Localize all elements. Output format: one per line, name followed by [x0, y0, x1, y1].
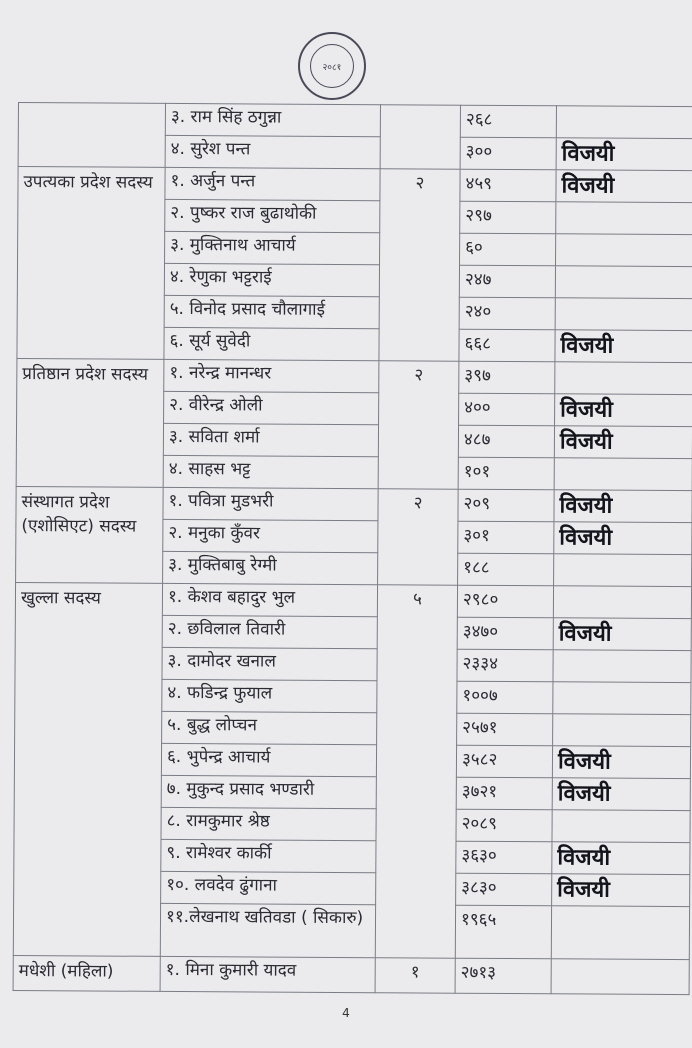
vote-count: ४५९ — [460, 169, 556, 202]
result-cell — [555, 298, 692, 331]
candidate-name: १. नरेन्द्र मानन्धर — [164, 359, 379, 392]
category-cell: प्रतिष्ठान प्रदेश सदस्य — [16, 358, 164, 487]
seats-cell: २ — [378, 489, 459, 585]
result-cell: विजयी — [552, 746, 690, 779]
result-cell — [556, 106, 692, 139]
result-cell: विजयी — [554, 522, 692, 555]
candidate-name: ४. सुरेश पन्त — [165, 135, 380, 168]
page-number: 4 — [342, 1006, 350, 1020]
result-cell: विजयी — [552, 874, 690, 907]
vote-count: २७१३ — [455, 958, 551, 994]
candidate-name: २. छविलाल तिवारी — [162, 615, 377, 648]
candidate-name: ११.लेखनाथ खतिवडा ( सिकारु) — [160, 903, 375, 957]
vote-count: २३३४ — [457, 649, 553, 682]
seats-cell — [380, 105, 460, 169]
result-cell — [554, 554, 692, 587]
candidate-name: ५. विनोद प्रसाद चौलागाई — [164, 295, 379, 328]
result-cell: विजयी — [556, 138, 692, 171]
candidate-name: ८. रामकुमार श्रेष्ठ — [161, 807, 376, 840]
result-cell: विजयी — [555, 330, 692, 363]
result-cell — [554, 458, 692, 491]
candidate-name: २. वीरेन्द्र ओली — [164, 391, 379, 424]
candidate-name: ४. रेणुका भट्टराई — [164, 263, 379, 296]
candidate-name: ४. साहस भट्ट — [163, 455, 378, 488]
vote-count: १०१ — [458, 457, 554, 490]
result-cell: विजयी — [554, 426, 692, 459]
vote-count: ३८३० — [456, 873, 552, 906]
vote-count: २४७ — [459, 265, 555, 298]
candidate-name: १. केशव बहादुर भुल — [162, 583, 377, 616]
vote-count: ३७२१ — [456, 777, 552, 810]
result-cell — [556, 202, 692, 235]
vote-count: २०९ — [458, 489, 554, 522]
results-sheet — [13, 102, 692, 995]
vote-count: २०८९ — [456, 809, 552, 842]
vote-count: ३४७० — [457, 617, 553, 650]
result-cell — [553, 682, 691, 715]
candidate-name: १. पवित्रा मुडभरी — [163, 487, 378, 520]
candidate-name: ६. सूर्य सुवेदी — [164, 327, 379, 360]
table-row — [16, 486, 692, 522]
candidate-name: २. मनुका कुँवर — [163, 519, 378, 552]
candidate-name: ६. भुपेन्द्र आचार्य — [161, 743, 376, 776]
result-cell — [555, 266, 692, 299]
result-cell: विजयी — [552, 842, 690, 875]
vote-count: २९७ — [460, 201, 556, 234]
result-cell: विजयी — [553, 618, 691, 651]
result-cell: विजयी — [556, 170, 692, 203]
result-cell — [553, 586, 691, 619]
seats-cell: २ — [379, 169, 460, 361]
candidate-name: ९. रामेश्वर कार्की — [161, 839, 376, 872]
vote-count: ६० — [460, 233, 556, 266]
result-cell: विजयी — [552, 778, 690, 811]
table-row — [13, 955, 689, 994]
table-row — [18, 167, 692, 203]
category-cell — [18, 103, 165, 168]
candidate-name: ४. फडिन्द्र फुयाल — [162, 679, 377, 712]
candidate-name: १. अर्जुन पन्त — [165, 167, 380, 200]
result-cell — [551, 959, 689, 995]
vote-count: ४०० — [459, 393, 555, 426]
vote-count: १००७ — [457, 681, 553, 714]
result-cell — [556, 234, 692, 267]
category-cell: मधेशी (महिला) — [13, 955, 160, 991]
vote-count: ३०१ — [458, 521, 554, 554]
table-row — [15, 582, 691, 618]
seats-cell: १ — [375, 958, 455, 993]
candidate-name: १. मिना कुमारी यादव — [160, 956, 375, 992]
vote-count: ६६८ — [459, 329, 555, 362]
candidate-name: २. पुष्कर राज बुढाथोकी — [165, 199, 380, 232]
category-cell: उपत्यका प्रदेश सदस्य — [17, 167, 165, 360]
vote-count: २६८ — [460, 105, 556, 138]
vote-count: ३९७ — [459, 361, 555, 394]
category-cell: खुल्ला सदस्य — [13, 582, 162, 956]
result-cell: विजयी — [555, 394, 692, 427]
result-cell — [555, 362, 692, 395]
vote-count: ३५८२ — [456, 745, 552, 778]
result-cell — [551, 906, 689, 960]
candidate-name: १०. लवदेव ढुंगाना — [161, 871, 376, 904]
seats-cell: २ — [378, 361, 459, 489]
vote-count: २४० — [459, 297, 555, 330]
table-row — [18, 103, 692, 139]
seal-year: २०८१ — [310, 44, 354, 88]
candidate-name: ३. मुक्तिनाथ आचार्य — [165, 231, 380, 264]
vote-count: १९६५ — [455, 905, 551, 959]
vote-count: ३०० — [460, 137, 556, 170]
result-cell — [553, 714, 691, 747]
table-row — [17, 358, 692, 394]
candidate-name: ५. बुद्ध लोप्चन — [162, 711, 377, 744]
seats-cell: ५ — [375, 585, 457, 958]
vote-count: ४८७ — [458, 425, 554, 458]
result-cell: विजयी — [554, 490, 692, 523]
result-cell — [553, 650, 691, 683]
candidate-name: ३. राम सिंह ठगुन्ना — [165, 103, 380, 136]
category-cell: संस्थागत प्रदेश (एशोसिएट) सदस्य — [16, 486, 164, 583]
election-results-table — [13, 102, 692, 995]
vote-count: ३६३० — [456, 841, 552, 874]
candidate-name: ३. सविता शर्मा — [163, 423, 378, 456]
organization-seal — [298, 32, 366, 100]
result-cell — [552, 810, 690, 843]
vote-count: २५७१ — [457, 713, 553, 746]
candidate-name: ७. मुकुन्द प्रसाद भण्डारी — [161, 775, 376, 808]
candidate-name: ३. मुक्तिबाबु रेग्मी — [163, 551, 378, 584]
candidate-name: ३. दामोदर खनाल — [162, 647, 377, 680]
vote-count: २९८० — [457, 585, 553, 618]
vote-count: १८८ — [458, 553, 554, 586]
